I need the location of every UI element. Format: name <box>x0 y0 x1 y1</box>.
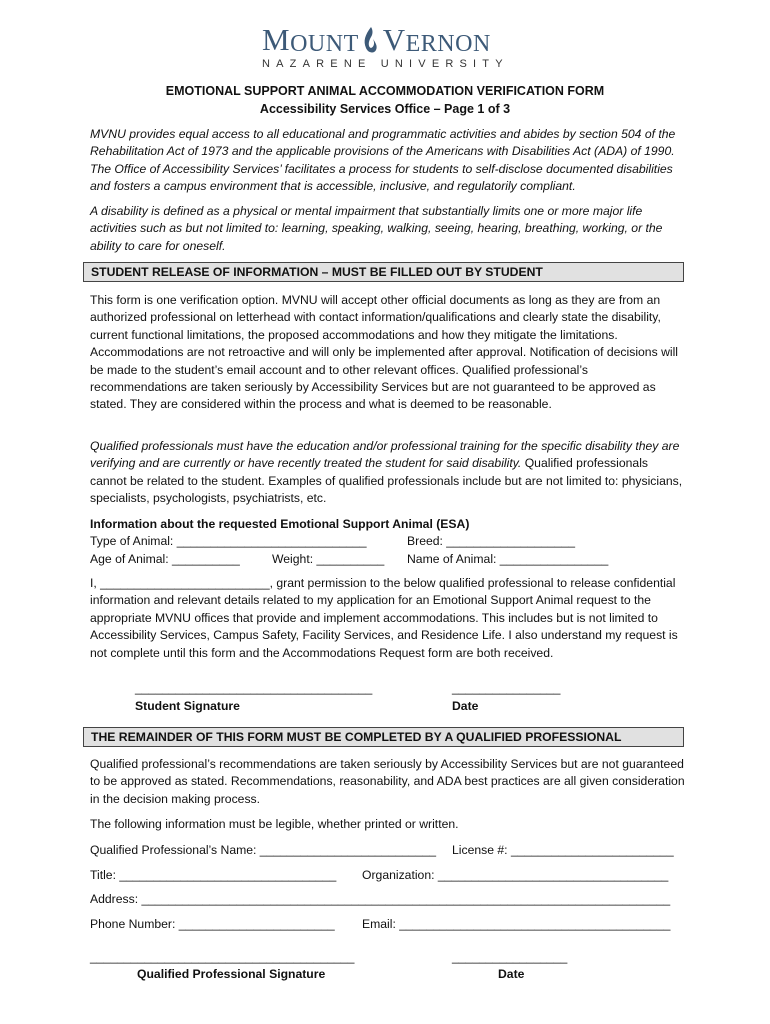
qualified-rest-text: Qualified professionals cannot be related to the student. Examples of qualified professionals include but are not limited to: physicians, specialists, psychologists, psychiatrists, etc. <box>90 456 683 506</box>
address-field[interactable]: Address: ______________________________________________________________________________ <box>90 892 671 906</box>
professional-name-field[interactable]: Qualified Professional’s Name: __________________________ <box>90 843 437 857</box>
professional-paragraph-1: Qualified professional’s recommendations are taken seriously by Accessibility Services but are not guaranteed to be approved as stated. Recommendations, reasonability, and ADA best practices are all given consideration in the decision making process. <box>90 757 685 806</box>
type-of-animal-field[interactable]: Type of Animal: ____________________________ <box>90 534 367 548</box>
professional-section-heading: THE REMAINDER OF THIS FORM MUST BE COMPLETED BY A QUALIFIED PROFESSIONAL <box>83 727 684 747</box>
student-paragraph-2 <box>90 438 685 508</box>
professional-signature-label: Qualified Professional Signature <box>137 967 326 981</box>
form-subtitle: Accessibility Services Office – Page 1 of 3 <box>259 102 511 116</box>
title-field[interactable]: Title: ________________________________ <box>90 868 337 882</box>
professional-signature-line[interactable]: _______________________________________ <box>90 950 355 964</box>
intro-paragraph-1: MVNU provides equal access to all educational and programmatic activities and abides by section 504 of the Rehabilitation Act of 1973 and the applicable provisions of the Americans with Disabilities Act (ADA) of 1990. The Office of Accessibility Services’ facilitates a process for students to self-disclose documented disabilities and fosters a campus environment that is accessible, inclusive, and regulatorily compliant. <box>90 127 676 194</box>
flame-icon <box>361 26 381 56</box>
intro-paragraph-2: A disability is defined as a physical or mental impairment that substantially limits one or more major life activities such as but not limited to: learning, speaking, walking, seeing, hearing, breathing, working, or the ability to care for oneself. <box>90 204 663 253</box>
university-logo <box>262 24 517 58</box>
phone-number-field[interactable]: Phone Number: _______________________ <box>90 917 335 931</box>
student-date-line[interactable]: ________________ <box>452 681 561 695</box>
email-field[interactable]: Email: ________________________________________ <box>362 917 671 931</box>
logo-subtitle: NAZARENE UNIVERSITY <box>262 58 509 70</box>
name-of-animal-field[interactable]: Name of Animal: ________________ <box>407 552 609 566</box>
qualified-italic-text: Qualified professionals must have the education and/or professional training for the specific disability they are verifying and are currently or have recently treated the student for said disability. <box>90 439 680 471</box>
student-signature-line[interactable]: ___________________________________ <box>135 681 373 695</box>
logo-word1-cap: M <box>262 22 291 57</box>
student-paragraph-1: This form is one verification option. MVNU will accept other official documents as long as they are from an authorized professional on letterhead with contact information/qualifications and clearly state the disability, current functional limitations, the proposed accommodations and how they mitigate the limitations. Accommodations are not retroactive and will only be implemented after approval. Notification of decisions will be made to the student’s email account and to other relevant offices. Qualified professional’s recommendations are taken seriously by Accessibility Services but are not guaranteed to be approved as stated. They are considered within the process and what is deemed to be reasonable. <box>90 293 678 412</box>
form-title: EMOTIONAL SUPPORT ANIMAL ACCOMMODATION VERIFICATION FORM <box>165 84 605 98</box>
professional-date-line[interactable]: _________________ <box>452 950 568 964</box>
logo-word2-cap: V <box>382 22 406 57</box>
license-field[interactable]: License #: ________________________ <box>452 843 674 857</box>
organization-field[interactable]: Organization: __________________________________ <box>362 868 669 882</box>
student-date-label: Date <box>452 699 479 713</box>
student-section-heading: STUDENT RELEASE OF INFORMATION – MUST BE FILLED OUT BY STUDENT <box>83 262 684 282</box>
esa-heading: Information about the requested Emotional Support Animal (ESA) <box>90 517 470 531</box>
permission-paragraph[interactable]: I, _________________________, grant permission to the below qualified professional to release confidential information and relevant details related to my application for an Emotional Support Animal request to the appropriate MVNU offices that provide and implement accommodations. This includes but is not limited to Accessibility Services, Campus Safety, Facility Services, and Residence Life. I also understand my request is not complete until this form and the Accommodations Request form are both received. <box>90 576 678 660</box>
logo-word2-rest: ERNON <box>405 31 491 57</box>
professional-paragraph-2: The following information must be legible, whether printed or written. <box>90 817 459 831</box>
professional-date-label: Date <box>498 967 525 981</box>
logo-word1-rest: OUNT <box>290 31 359 57</box>
age-of-animal-field[interactable]: Age of Animal: __________ <box>90 552 240 566</box>
weight-field[interactable]: Weight: __________ <box>272 552 385 566</box>
breed-field[interactable]: Breed: ___________________ <box>407 534 576 548</box>
student-signature-label: Student Signature <box>135 699 240 713</box>
